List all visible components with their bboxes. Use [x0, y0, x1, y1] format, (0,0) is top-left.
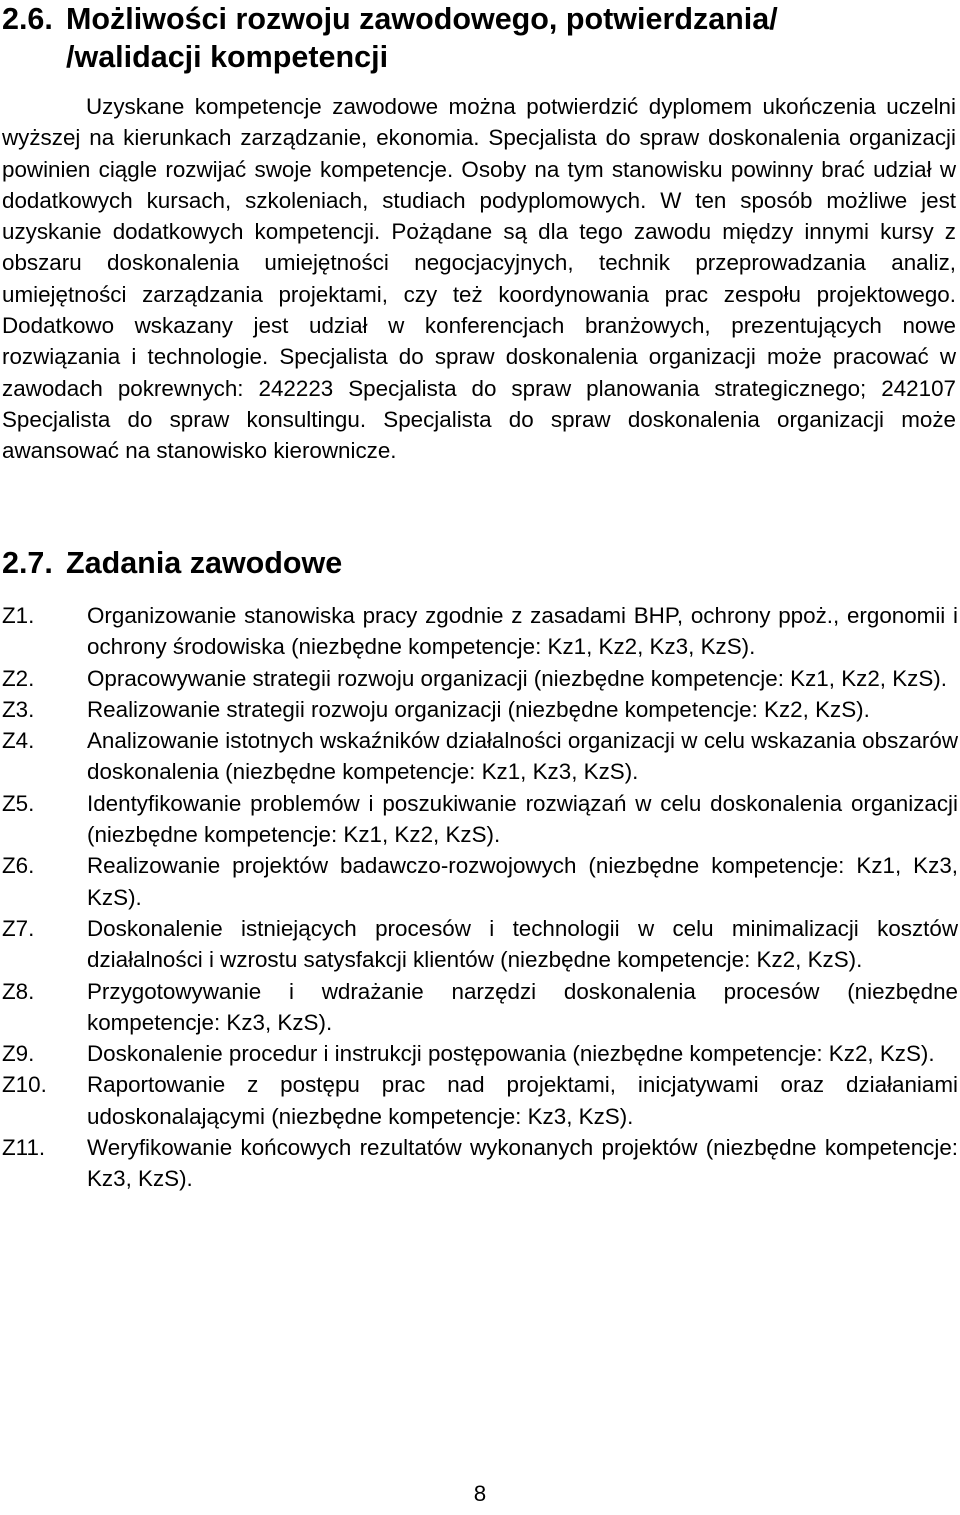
- task-text: Doskonalenie istniejących procesów i technologii w celu minimalizacji kosztów działalności i wzrostu satysfakcji klientów (niezbędne kompetencje: Kz2, KzS).: [87, 915, 958, 973]
- task-text: Raportowanie z postępu prac nad projektami, inicjatywami oraz działaniami udoskonalającymi (niezbędne kompetencje: Kz3, KzS).: [87, 1072, 958, 1129]
- task-number: Z5.: [2, 790, 35, 816]
- task-number: Z7.: [2, 915, 35, 941]
- task-text: Przygotowywanie i wdrażanie narzędzi doskonalenia procesów (niezbędne kompetencje: Kz3, KzS).: [87, 978, 958, 1035]
- task-number: Z10.: [2, 1072, 47, 1098]
- page-number: 8: [473, 1481, 487, 1506]
- task-number: Z4.: [2, 728, 35, 754]
- section-title-line-2: /walidacji kompetencji: [66, 40, 389, 74]
- section-heading-2-7: [2, 544, 342, 582]
- task-item: [0, 1038, 958, 1069]
- section-number: 2.7.: [2, 546, 53, 580]
- task-text: Analizowanie istotnych wskaźników działalności organizacji w celu wskazania obszarów doskonalenia (niezbędne kompetencje: Kz1, Kz3, KzS).: [87, 728, 958, 785]
- task-text: Realizowanie projektów badawczo-rozwojowych (niezbędne kompetencje: Kz1, Kz3, KzS).: [87, 853, 958, 910]
- task-item: [0, 1132, 958, 1195]
- task-item: [0, 913, 958, 976]
- task-text: Weryfikowanie końcowych rezultatów wykonanych projektów (niezbędne kompetencje: Kz3, KzS).: [87, 1135, 958, 1192]
- task-item: [0, 850, 958, 913]
- task-item: [0, 725, 958, 788]
- section-title: Zadania zawodowe: [66, 546, 343, 580]
- task-item: [0, 1069, 958, 1132]
- task-text: Organizowanie stanowiska pracy zgodnie z zasadami BHP, ochrony ppoż., ergonomii i ochrony środowiska (niezbędne kompetencje: Kz1, Kz2, Kz3, KzS).: [87, 603, 958, 660]
- task-number: Z6.: [2, 853, 35, 879]
- task-number: Z11.: [2, 1135, 46, 1161]
- task-item: [0, 600, 958, 663]
- task-number: Z1.: [2, 603, 35, 628]
- task-text: Doskonalenie procedur i instrukcji postępowania (niezbędne kompetencje: Kz2, KzS).: [87, 1041, 935, 1067]
- task-text: Identyfikowanie problemów i poszukiwanie rozwiązań w celu doskonalenia organizacji (niezbędne kompetencje: Kz1, Kz2, KzS).: [87, 790, 958, 848]
- task-item: [0, 788, 958, 851]
- task-number: Z9.: [2, 1041, 35, 1067]
- section-heading-2-6: [2, 0, 778, 76]
- section-number: 2.6.: [2, 2, 53, 36]
- task-number: Z8.: [2, 978, 35, 1004]
- task-text: Realizowanie strategii rozwoju organizacji (niezbędne kompetencje: Kz2, KzS).: [87, 696, 870, 722]
- task-item: [0, 694, 958, 725]
- task-list: [0, 600, 958, 1195]
- task-text: Opracowywanie strategii rozwoju organizacji (niezbędne kompetencje: Kz1, Kz2, KzS).: [87, 665, 947, 691]
- task-item: [0, 663, 958, 694]
- task-number: Z3.: [2, 696, 35, 722]
- task-number: Z2.: [2, 665, 35, 691]
- section-paragraph: Uzyskane kompetencje zawodowe można potwierdzić dyplomem ukończenia uczelni wyższej na kierunkach zarządzanie, ekonomia. Specjalista do spraw doskonalenia organizacji powinien ciągle rozwijać swoje kompetencje. Osoby na tym stanowisku powinny brać udział w dodatkowych kursach, szkoleniach, studiach podyplomowych. W ten sposób możliwe jest uzyskanie dodatkowych kompetencji. Pożądane są dla tego zawodu między innymi kursy z obszaru doskonalenia umiejętności negocjacyjnych, technik przeprowadzania analiz, umiejętności zarządzania projektami, czy też koordynowania prac zespołu projektowego. Dodatkowo wskazany jest udział w konferencjach branżowych, prezentujących nowe rozwiązania i technologie. Specjalista do spraw doskonalenia organizacji może pracować w zawodach pokrewnych: 242223 Specjalista do spraw planowania strategicznego; 242107 Specjalista do spraw konsultingu. Specjalista do spraw doskonalenia organizacji może awansować na stanowisko kierownicze.: [2, 94, 956, 464]
- task-item: [0, 976, 958, 1039]
- section-title-line-1: Możliwości rozwoju zawodowego, potwierdzania/: [66, 2, 778, 36]
